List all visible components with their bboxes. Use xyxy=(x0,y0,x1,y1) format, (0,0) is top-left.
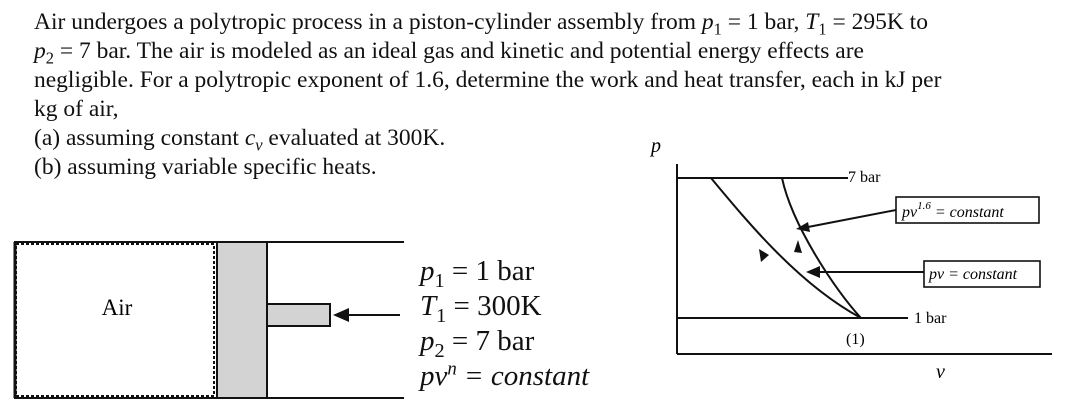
polytropic-label-exp: 1.6 xyxy=(917,200,931,212)
y-axis-label: p xyxy=(651,140,661,157)
isothermal-curve xyxy=(711,178,861,318)
isothermal-direction-arrow xyxy=(759,249,769,262)
isothermal-pointer-head xyxy=(806,266,820,278)
given-poly-n: n xyxy=(447,358,457,380)
given-p1-symbol: p xyxy=(420,255,435,287)
p2-value: = 7 bar. The air is modeled as an ideal gas and kinetic and potential energy effects are xyxy=(53,38,864,64)
polytropic-direction-arrow xyxy=(794,240,802,253)
part-a-end: evaluated at 300K. xyxy=(262,125,446,151)
polytropic-label xyxy=(901,200,1004,221)
t1-subscript: 1 xyxy=(818,19,827,39)
piston-cylinder-diagram xyxy=(0,230,420,410)
p1-subscript: 1 xyxy=(713,19,722,39)
given-p2-value: = 7 bar xyxy=(444,325,535,357)
t1-symbol: T xyxy=(805,9,819,35)
p2-symbol: p xyxy=(34,38,46,64)
gas-label: Air xyxy=(101,295,133,320)
given-poly-v: v xyxy=(434,360,448,392)
problem-line-1 xyxy=(34,8,1064,37)
problem-text: Air undergoes a polytropic process in a piston-cylinder assembly from xyxy=(34,9,702,35)
isothermal-label: pv = constant xyxy=(929,266,1018,283)
state-1-label: (1) xyxy=(846,331,865,348)
pv-diagram xyxy=(640,140,1060,410)
problem-line-2 xyxy=(34,37,1064,66)
given-poly-rest: = constant xyxy=(456,360,590,392)
p2-subscript: 2 xyxy=(45,48,54,68)
part-a-text: (a) assuming constant xyxy=(34,125,245,151)
given-polytropic xyxy=(420,359,589,394)
given-p1 xyxy=(420,254,589,292)
given-t1 xyxy=(420,289,589,327)
x-axis-label: v xyxy=(936,361,945,383)
polytropic-label-rest: = constant xyxy=(930,204,1004,221)
polytropic-curve xyxy=(782,178,861,318)
polytropic-pointer xyxy=(808,210,896,227)
given-t1-value: = 300K xyxy=(446,290,542,322)
given-p2-subscript: 2 xyxy=(434,339,445,362)
isobar-1bar-label: 1 bar xyxy=(914,310,947,327)
t1-value: = 295K to xyxy=(826,9,928,35)
force-arrow-head xyxy=(333,308,349,322)
cv-subscript: v xyxy=(255,135,263,155)
cv-symbol: c xyxy=(244,125,256,151)
given-t1-symbol: T xyxy=(420,290,437,322)
gas-boundary xyxy=(16,244,214,396)
given-p2-symbol: p xyxy=(420,325,435,357)
given-p2 xyxy=(420,324,589,362)
given-p1-value: = 1 bar xyxy=(444,255,535,287)
problem-line-3: negligible. For a polytropic exponent of 1.6, determine the work and heat transfer, each in kJ per xyxy=(34,67,942,93)
isobar-7bar-label: 7 bar xyxy=(848,169,881,186)
given-data xyxy=(420,254,589,394)
polytropic-label-pv: pv xyxy=(902,204,918,221)
p1-value: = 1 bar, xyxy=(721,9,806,35)
part-b: (b) assuming variable specific heats. xyxy=(34,154,377,180)
p1-symbol: p xyxy=(701,9,714,35)
given-p1-subscript: 1 xyxy=(434,269,445,292)
piston xyxy=(217,242,267,398)
problem-line-4: kg of air, xyxy=(34,96,119,122)
given-t1-subscript: 1 xyxy=(436,304,447,327)
piston-rod xyxy=(267,304,330,326)
given-poly-p: p xyxy=(420,360,435,392)
